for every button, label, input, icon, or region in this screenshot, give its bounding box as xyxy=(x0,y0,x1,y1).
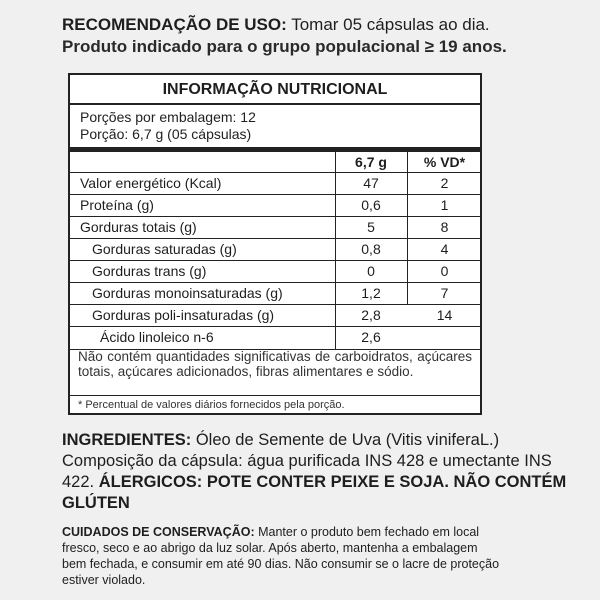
nutrient-vd: 7 xyxy=(440,285,449,301)
nutrient-vd: 14 xyxy=(436,307,453,323)
nutrient-quantity: 0,8 xyxy=(361,241,381,257)
allergens-warning: ÁLERGICOS: POTE CONTER PEIXE E SOJA. NÃO CONTÉM GLÚTEN xyxy=(62,473,567,512)
nutrient-quantity: 1,2 xyxy=(361,285,381,301)
serving-size: Porção: 6,7 g (05 cápsulas) xyxy=(80,126,252,142)
nutrient-quantity: 2,6 xyxy=(361,329,381,345)
servings-per-package: Porções por embalagem: 12 xyxy=(80,109,256,125)
nutrient-name: Gorduras saturadas (g) xyxy=(92,241,237,257)
nutrient-quantity: 5 xyxy=(367,219,375,235)
table-row xyxy=(70,261,480,283)
vd-footnote: * Percentual de valores diários fornecidos pela porção. xyxy=(78,399,345,411)
table-row xyxy=(70,217,480,239)
thick-divider xyxy=(70,147,480,152)
ingredients-heading: INGREDIENTES: xyxy=(62,431,192,449)
nutrient-name: Ácido linoleico n-6 xyxy=(100,329,214,345)
ingredients-text: Óleo de Semente de Uva (Vitis viniferaL.) Composição da cápsula: água purificada INS 428 e umectante INS 422. xyxy=(62,431,552,491)
usage-line-1 xyxy=(62,14,592,36)
nutrient-quantity: 0 xyxy=(367,263,375,279)
nutrient-vd: 0 xyxy=(440,263,449,279)
storage-care-section xyxy=(62,524,502,588)
column-header-vd: % VD* xyxy=(423,154,466,170)
nutrient-vd: 1 xyxy=(440,197,449,213)
table-row xyxy=(70,305,480,327)
table-row xyxy=(70,239,480,261)
nutrient-name: Gorduras trans (g) xyxy=(92,263,207,279)
nutrient-name: Proteína (g) xyxy=(80,197,154,213)
table-row xyxy=(70,327,480,349)
usage-text: Tomar 05 cápsulas ao dia. xyxy=(286,15,490,34)
not-significant-notice: Não contém quantidades significativas de carboidratos, açúcares totais, açúcares adicionados, fibras alimentares e sódio. xyxy=(78,349,472,379)
usage-population: Produto indicado para o grupo populacional ≥ 19 anos. xyxy=(62,37,507,56)
usage-recommendation xyxy=(62,14,592,58)
nutrition-facts-table xyxy=(68,73,482,415)
table-row xyxy=(70,195,480,217)
divider xyxy=(70,103,480,105)
nutrient-vd: 8 xyxy=(440,219,449,235)
care-heading: CUIDADOS DE CONSERVAÇÃO: xyxy=(62,525,255,539)
usage-heading: RECOMENDAÇÃO DE USO: xyxy=(62,15,287,34)
nutrient-quantity: 2,8 xyxy=(361,307,381,323)
nutrient-vd: 2 xyxy=(440,175,449,191)
table-row xyxy=(70,283,480,305)
ingredients-section xyxy=(62,430,582,514)
care-text: Manter o produto bem fechado em local fresco, seco e ao abrigo da luz solar. Após aberto, mantenha a embalagem bem fechada, e consumir em até 90 dias. Não consumir se o lacre de proteção estiver violado. xyxy=(62,525,500,587)
nutrient-quantity: 0,6 xyxy=(361,197,381,213)
nutrient-name: Gorduras totais (g) xyxy=(80,219,197,235)
divider xyxy=(70,395,480,396)
nutrient-name: Valor energético (Kcal) xyxy=(80,175,222,191)
table-row xyxy=(70,173,480,195)
nutrient-name: Gorduras monoinsaturadas (g) xyxy=(92,285,283,301)
nutrition-title: INFORMAÇÃO NUTRICIONAL xyxy=(162,81,388,98)
nutrient-name: Gorduras poli-insaturadas (g) xyxy=(92,307,275,323)
nutrient-vd: 4 xyxy=(440,241,449,257)
nutrient-quantity: 47 xyxy=(363,175,379,191)
column-header-quantity: 6,7 g xyxy=(355,154,387,170)
